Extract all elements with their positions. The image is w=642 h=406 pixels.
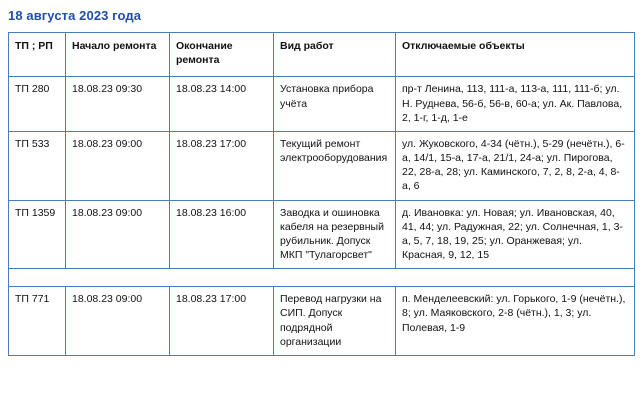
column-header-end: Окончание ремонта xyxy=(170,33,274,77)
table-body xyxy=(9,77,635,356)
cell-kind: Установка прибора учёта xyxy=(274,77,396,132)
spacer-cell xyxy=(9,269,635,287)
cell-objects: п. Менделеевский: ул. Горького, 1-9 (нечётн.), 8; ул. Маяковского, 2-8 (чётн.), 1, 3; ул. Полевая, 1-9 xyxy=(396,287,635,356)
cell-end: 18.08.23 17:00 xyxy=(170,287,274,356)
cell-objects: ул. Жуковского, 4-34 (чётн.), 5-29 (нечётн.), 6-а, 14/1, 15-а, 17-а, 21/1, 24-а; ул. Пирогова, 22, 28-а, 28; ул. Каминского, 7, 2, 8, 2-а, 4, 8-а, 6 xyxy=(396,131,635,200)
page-title: 18 августа 2023 года xyxy=(8,8,142,23)
cell-kind: Заводка и ошиновка кабеля на резервный рубильник. Допуск МКП "Тулагорсвет" xyxy=(274,200,396,269)
column-header-tp: ТП ; РП xyxy=(9,33,66,77)
table-row xyxy=(9,200,635,269)
table-header-row xyxy=(9,33,635,77)
table-header xyxy=(9,33,635,77)
cell-tp: ТП 533 xyxy=(9,131,66,200)
column-header-kind: Вид работ xyxy=(274,33,396,77)
cell-tp: ТП 280 xyxy=(9,77,66,132)
outage-schedule-table xyxy=(8,32,635,356)
table-row xyxy=(9,287,635,356)
cell-objects: д. Ивановка: ул. Новая; ул. Ивановская, 40, 41, 44; ул. Радужная, 22; ул. Солнечная, 1, 3-а, 5, 7, 18, 19, 25; ул. Оранжевая; ул. Красная, 9, 12, 15 xyxy=(396,200,635,269)
column-header-start: Начало ремонта xyxy=(66,33,170,77)
cell-end: 18.08.23 16:00 xyxy=(170,200,274,269)
column-header-objects: Отключаемые объекты xyxy=(396,33,635,77)
cell-kind: Текущий ремонт электрооборудования xyxy=(274,131,396,200)
cell-start: 18.08.23 09:00 xyxy=(66,200,170,269)
table-row-spacer xyxy=(9,269,635,287)
cell-start: 18.08.23 09:30 xyxy=(66,77,170,132)
cell-tp: ТП 771 xyxy=(9,287,66,356)
cell-kind: Перевод нагрузки на СИП. Допуск подрядной организации xyxy=(274,287,396,356)
cell-start: 18.08.23 09:00 xyxy=(66,287,170,356)
cell-end: 18.08.23 17:00 xyxy=(170,131,274,200)
table-row xyxy=(9,77,635,132)
cell-start: 18.08.23 09:00 xyxy=(66,131,170,200)
cell-objects: пр-т Ленина, 113, 111-а, 113-а, 111, 111-б; ул. Н. Руднева, 56-б, 56-в, 60-а; ул. Ак. Павлова, 2, 1-г, 1-д, 1-е xyxy=(396,77,635,132)
table-row xyxy=(9,131,635,200)
cell-end: 18.08.23 14:00 xyxy=(170,77,274,132)
cell-tp: ТП 1359 xyxy=(9,200,66,269)
